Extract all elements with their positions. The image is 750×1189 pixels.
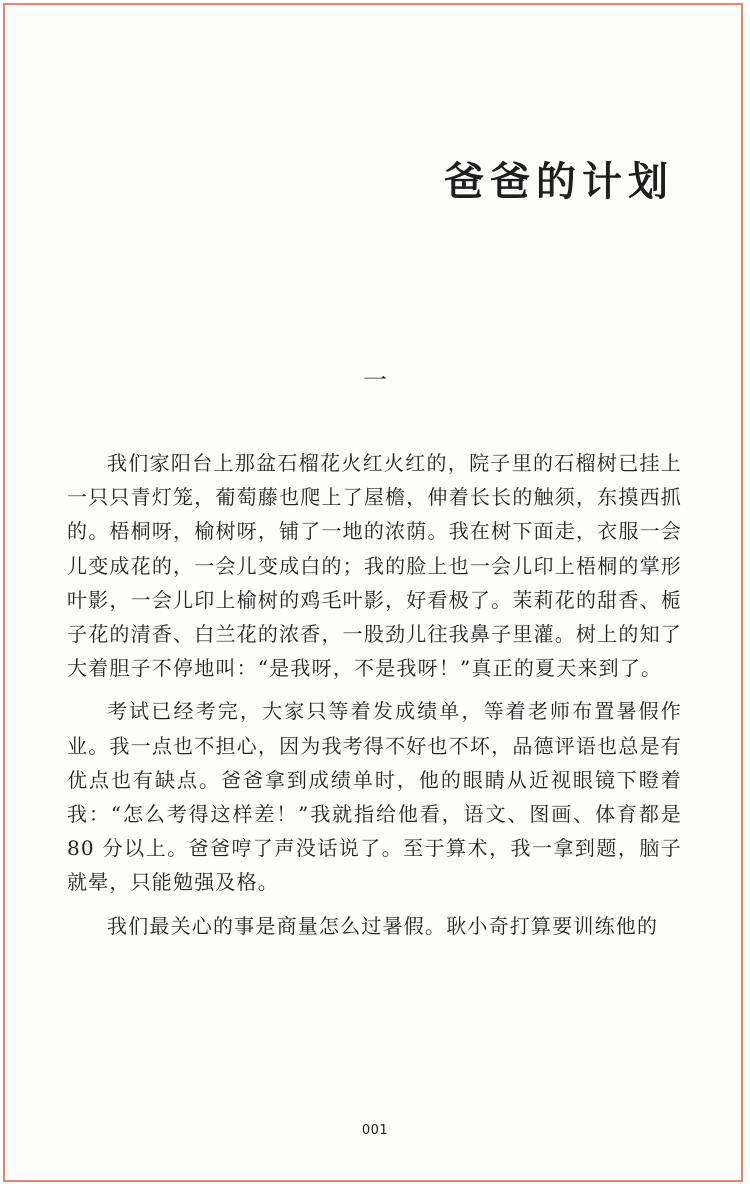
- page-number: 001: [361, 1123, 389, 1138]
- chapter-title: 爸爸的计划: [444, 159, 674, 205]
- paragraph-1: 我们家阳台上那盆石榴花火红火红的，院子里的石榴树已挂上一只只青灯笼，葡萄藤也爬上了屋檐，伸着长长的触须，东摸西抓的。梧桐呀，榆树呀，铺了一地的浓荫。我在树下面走，衣服一会儿变成花的，一会儿变成白的；我的脸上也一会儿印上梧桐的掌形叶影，一会儿印上榆树的鸡毛叶影，好看极了。茉莉花的甜香、栀子花的清香、白兰花的浓香，一股劲儿往我鼻子里灌。树上的知了大着胆子不停地叫：“是我呀，不是我呀！”真正的夏天来到了。: [67, 451, 682, 681]
- body-text: [67, 446, 682, 943]
- section-number: 一: [363, 366, 387, 394]
- paragraph-2: 考试已经考完，大家只等着发成绩单，等着老师布置暑假作业。我一点也不担心，因为我考得不好也不坏，品德评语也总是有优点也有缺点。爸爸拿到成绩单时，他的眼睛从近视眼镜下瞪着我：“怎么考得这样差！”我就指给他看，语文、图画、体育都是 80 分以上。爸爸哼了声没话说了。至于算术，我一拿到题，脑子就晕，只能勉强及格。: [67, 699, 682, 895]
- paragraph-3: 我们最关心的事是商量怎么过暑假。耿小奇打算要训练他的: [107, 913, 659, 938]
